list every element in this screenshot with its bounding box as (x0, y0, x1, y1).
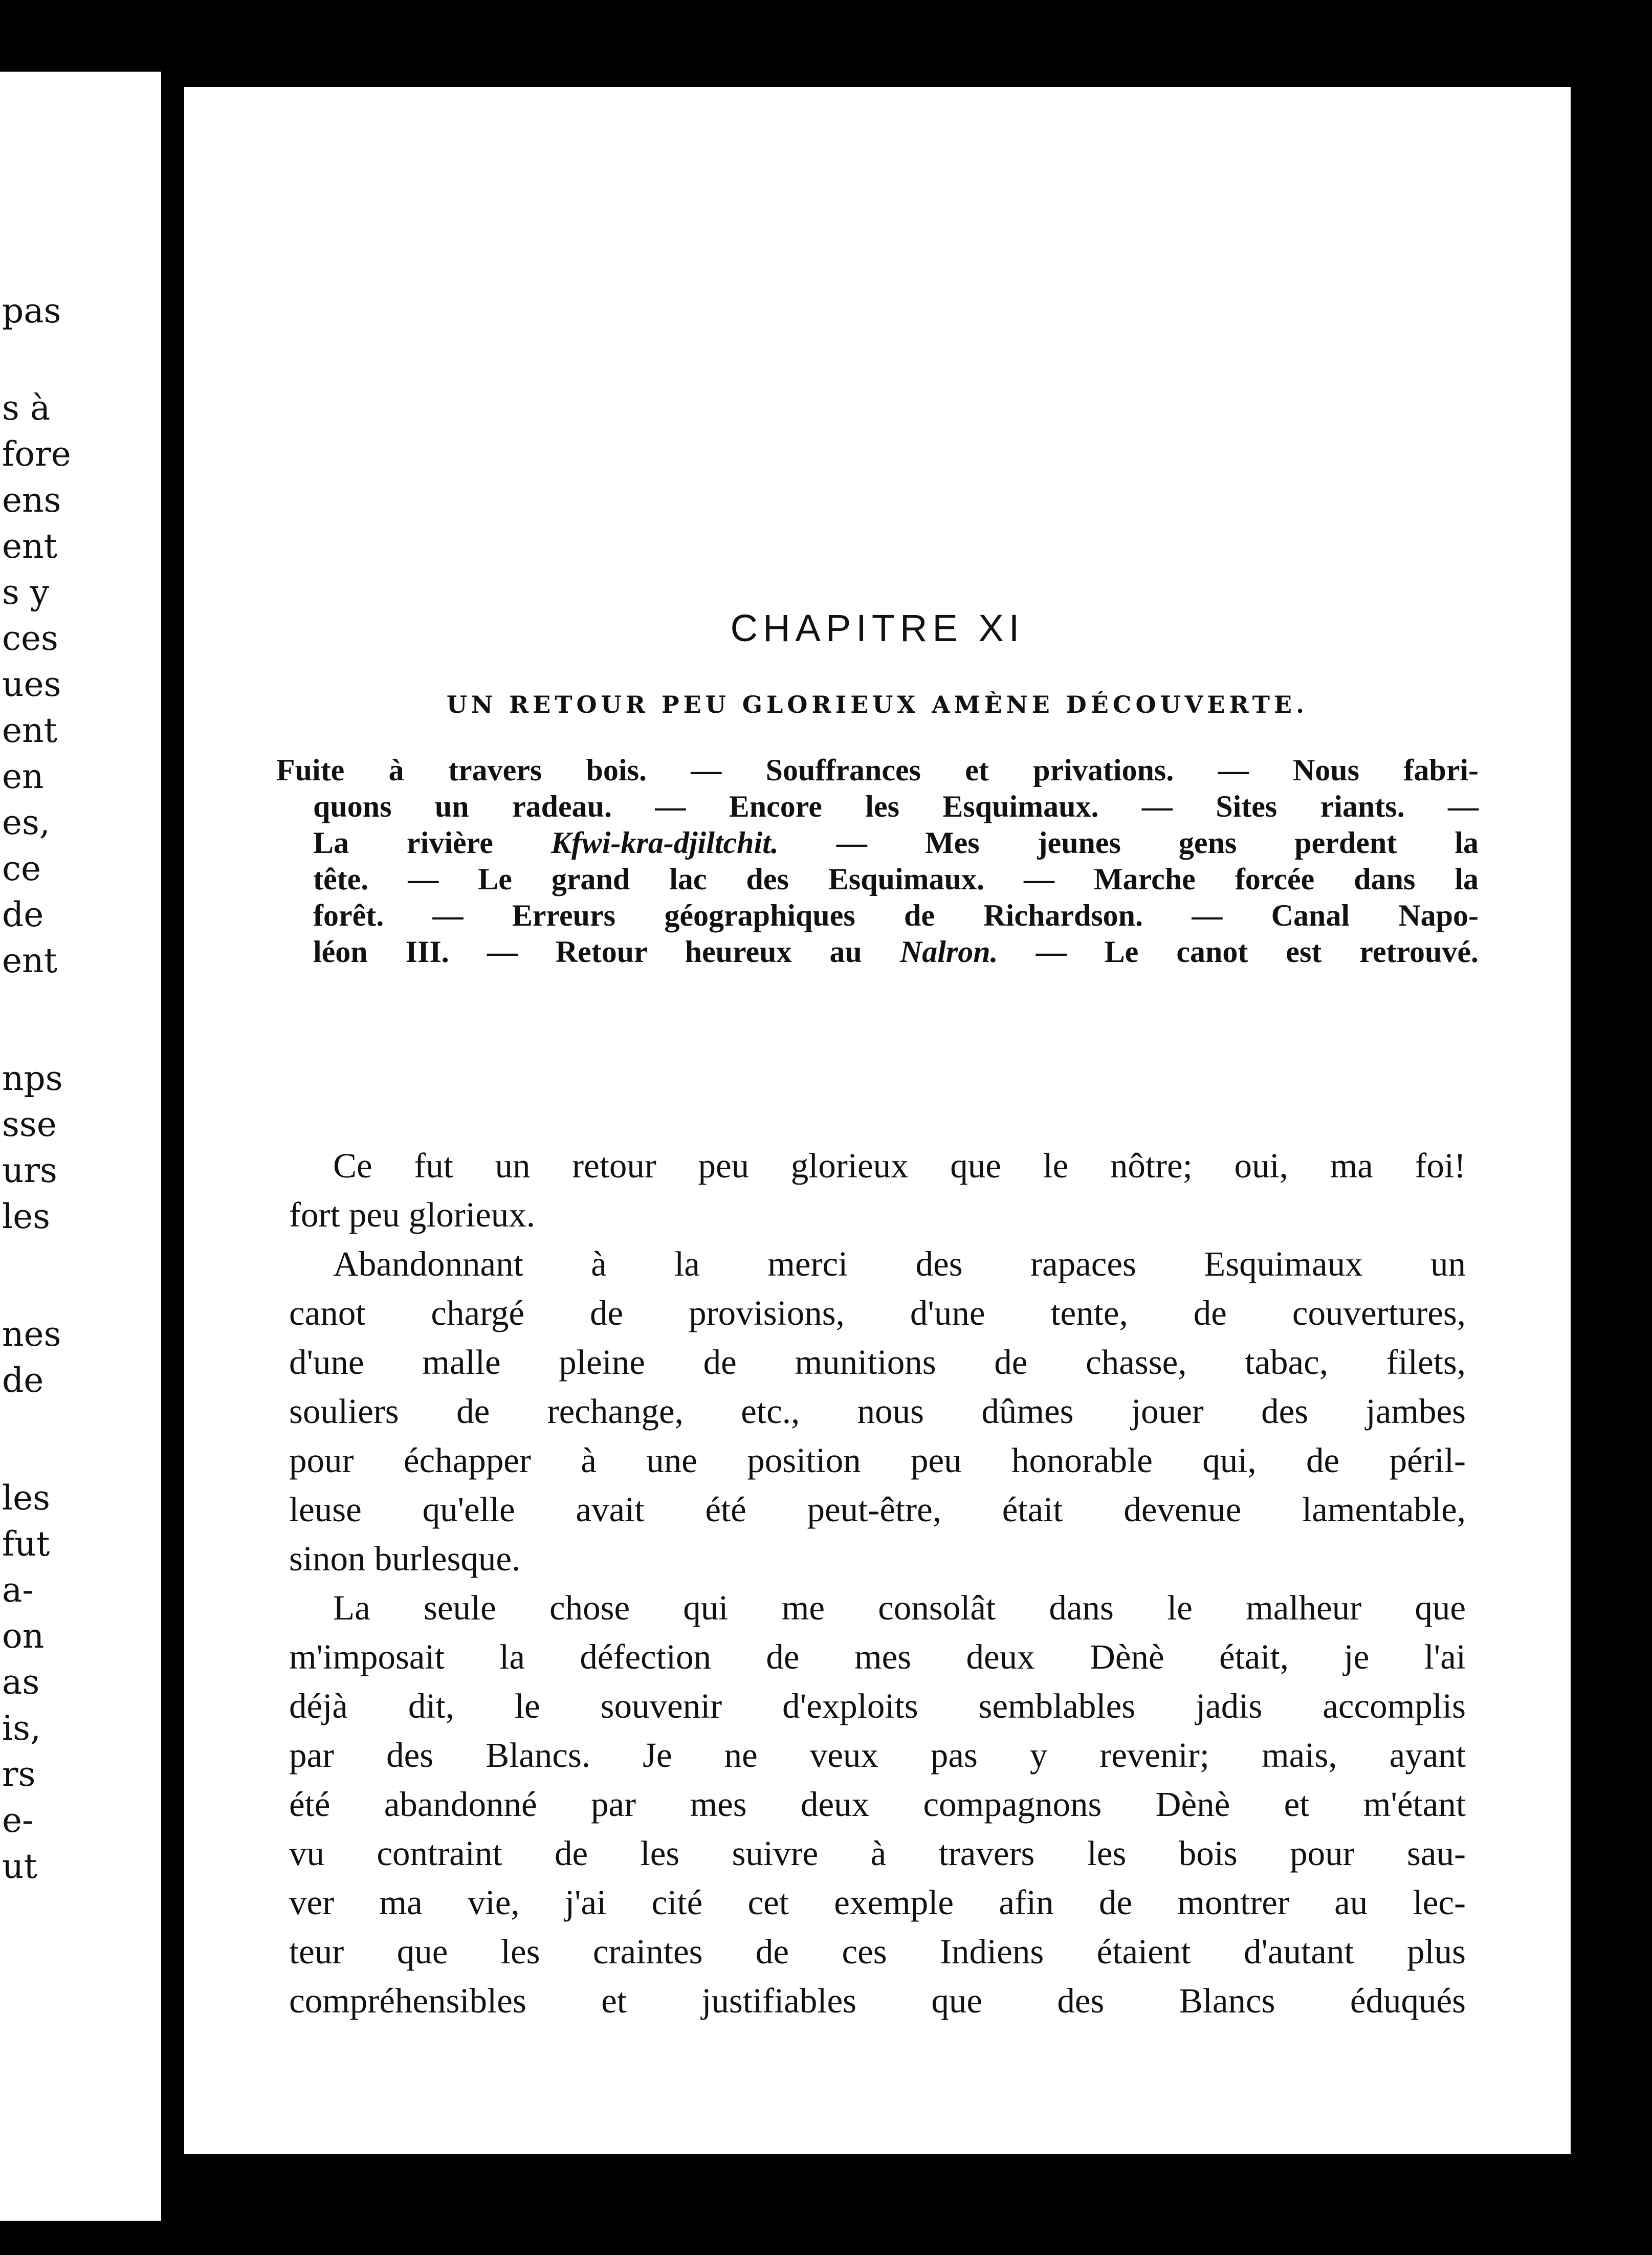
page-gutter (161, 0, 184, 2255)
summary-text: quons un radeau. — Encore les Esquimaux. — Sites riants. — (313, 790, 1479, 823)
summary-text: forêt. — Erreurs géographiques de Richardson. — Canal Napo- (313, 899, 1479, 932)
facing-page-word-fragment: ens (2, 480, 61, 520)
facing-page-word-fragment: ut (2, 1847, 38, 1886)
facing-page-word-fragment: pas (2, 291, 61, 331)
facing-page-word-fragment: es, (2, 803, 50, 842)
summary-text: léon III. — Retour heureux au (313, 935, 900, 969)
facing-page-word-fragment: s y (2, 573, 50, 612)
body-line: été abandonné par mes deux compagnons Dènè et m'étant (289, 1785, 1466, 1824)
summary-text: tête. — Le grand lac des Esquimaux. — Marche forcée dans la (313, 862, 1479, 896)
facing-page-word-fragment: nps (2, 1059, 63, 1098)
body-line: canot chargé de provisions, d'une tente, de couvertures, (289, 1294, 1466, 1332)
summary-line (276, 897, 1479, 934)
facing-page-word-fragment: ce (2, 849, 41, 888)
summary-text: Fuite à travers bois. — Souffrances et privations. — Nous fabri- (276, 753, 1479, 787)
summary-line (276, 752, 1479, 789)
facing-page-word-fragment: as (2, 1662, 40, 1702)
chapter-title: CHAPITRE XI (730, 607, 1025, 649)
facing-page-word-fragment: les (2, 1197, 51, 1236)
facing-page-word-fragment: ent (2, 527, 58, 566)
facing-page-word-fragment: nes (2, 1315, 61, 1354)
body-line: leuse qu'elle avait été peut-être, était devenue lamentable, (289, 1490, 1466, 1529)
page-edge (1571, 0, 1652, 2255)
body-line: compréhensibles et justifiables que des Blancs éduqués (289, 1981, 1466, 2020)
main-page (184, 87, 1571, 2154)
body-line: d'une malle pleine de munitions de chasse, tabac, filets, (289, 1343, 1466, 1382)
summary-line (276, 825, 1479, 861)
facing-page-word-fragment: sse (2, 1105, 57, 1144)
facing-page-word-fragment: on (2, 1616, 45, 1656)
body-line: souliers de rechange, etc., nous dûmes jouer des jambes (289, 1392, 1466, 1431)
summary-line (276, 789, 1479, 825)
body-line: déjà dit, le souvenir d'exploits semblables jadis accomplis (289, 1687, 1466, 1725)
facing-page-word-fragment: is, (2, 1709, 41, 1748)
body-line: Abandonnant à la merci des rapaces Esquimaux un (333, 1244, 1466, 1283)
facing-page-word-fragment: ent (2, 941, 58, 980)
chapter-subtitle: UN RETOUR PEU GLORIEUX AMÈNE DÉCOUVERTE. (446, 691, 1309, 718)
summary-line (276, 861, 1479, 897)
facing-page-word-fragment: rs (2, 1755, 36, 1794)
facing-page-word-fragment: de (2, 895, 44, 934)
body-line: teur que les craintes de ces Indiens étaient d'autant plus (289, 1932, 1466, 1971)
summary-text: — Mes jeunes gens perdent la (778, 826, 1479, 860)
summary-text: La rivière (313, 826, 551, 860)
body-line: Ce fut un retour peu glorieux que le nôtre; oui, ma foi! (333, 1146, 1466, 1185)
facing-page-fragment (0, 72, 161, 2221)
facing-page-word-fragment: de (2, 1361, 44, 1400)
body-line: m'imposait la défection de mes deux Dènè était, je l'ai (289, 1637, 1466, 1676)
facing-page-word-fragment: fore (2, 434, 71, 474)
summary-italic-name: Kfwi-kra-djiltchit. (550, 826, 779, 860)
facing-page-word-fragment: les (2, 1478, 51, 1518)
facing-page-word-fragment: a- (2, 1570, 34, 1610)
summary-italic-name: Nalron. (899, 935, 998, 969)
summary-text: — Le canot est retrouvé. (998, 935, 1479, 969)
facing-page-word-fragment: ces (2, 619, 58, 658)
body-line: vu contraint de les suivre à travers les bois pour sau- (289, 1834, 1466, 1873)
body-text (289, 1141, 1466, 2025)
facing-page-word-fragment: urs (2, 1151, 57, 1190)
facing-page-word-fragment: en (2, 757, 44, 796)
body-line: sinon burlesque. (289, 1539, 521, 1578)
summary-line (276, 934, 1479, 970)
body-line: ver ma vie, j'ai cité cet exemple afin de montrer au lec- (289, 1883, 1466, 1922)
facing-page-word-fragment: ent (2, 711, 58, 750)
body-line: fort peu glorieux. (289, 1195, 535, 1234)
facing-page-word-fragment: s à (2, 388, 51, 428)
facing-page-word-fragment: ues (2, 665, 61, 704)
facing-page-word-fragment: fut (2, 1524, 50, 1564)
body-line: pour échapper à une position peu honorable qui, de péril- (289, 1441, 1466, 1480)
body-line: La seule chose qui me consolât dans le malheur que (333, 1588, 1466, 1627)
facing-page-word-fragment: e- (2, 1801, 34, 1840)
chapter-summary (276, 752, 1479, 970)
body-line: par des Blancs. Je ne veux pas y revenir; mais, ayant (289, 1736, 1466, 1775)
